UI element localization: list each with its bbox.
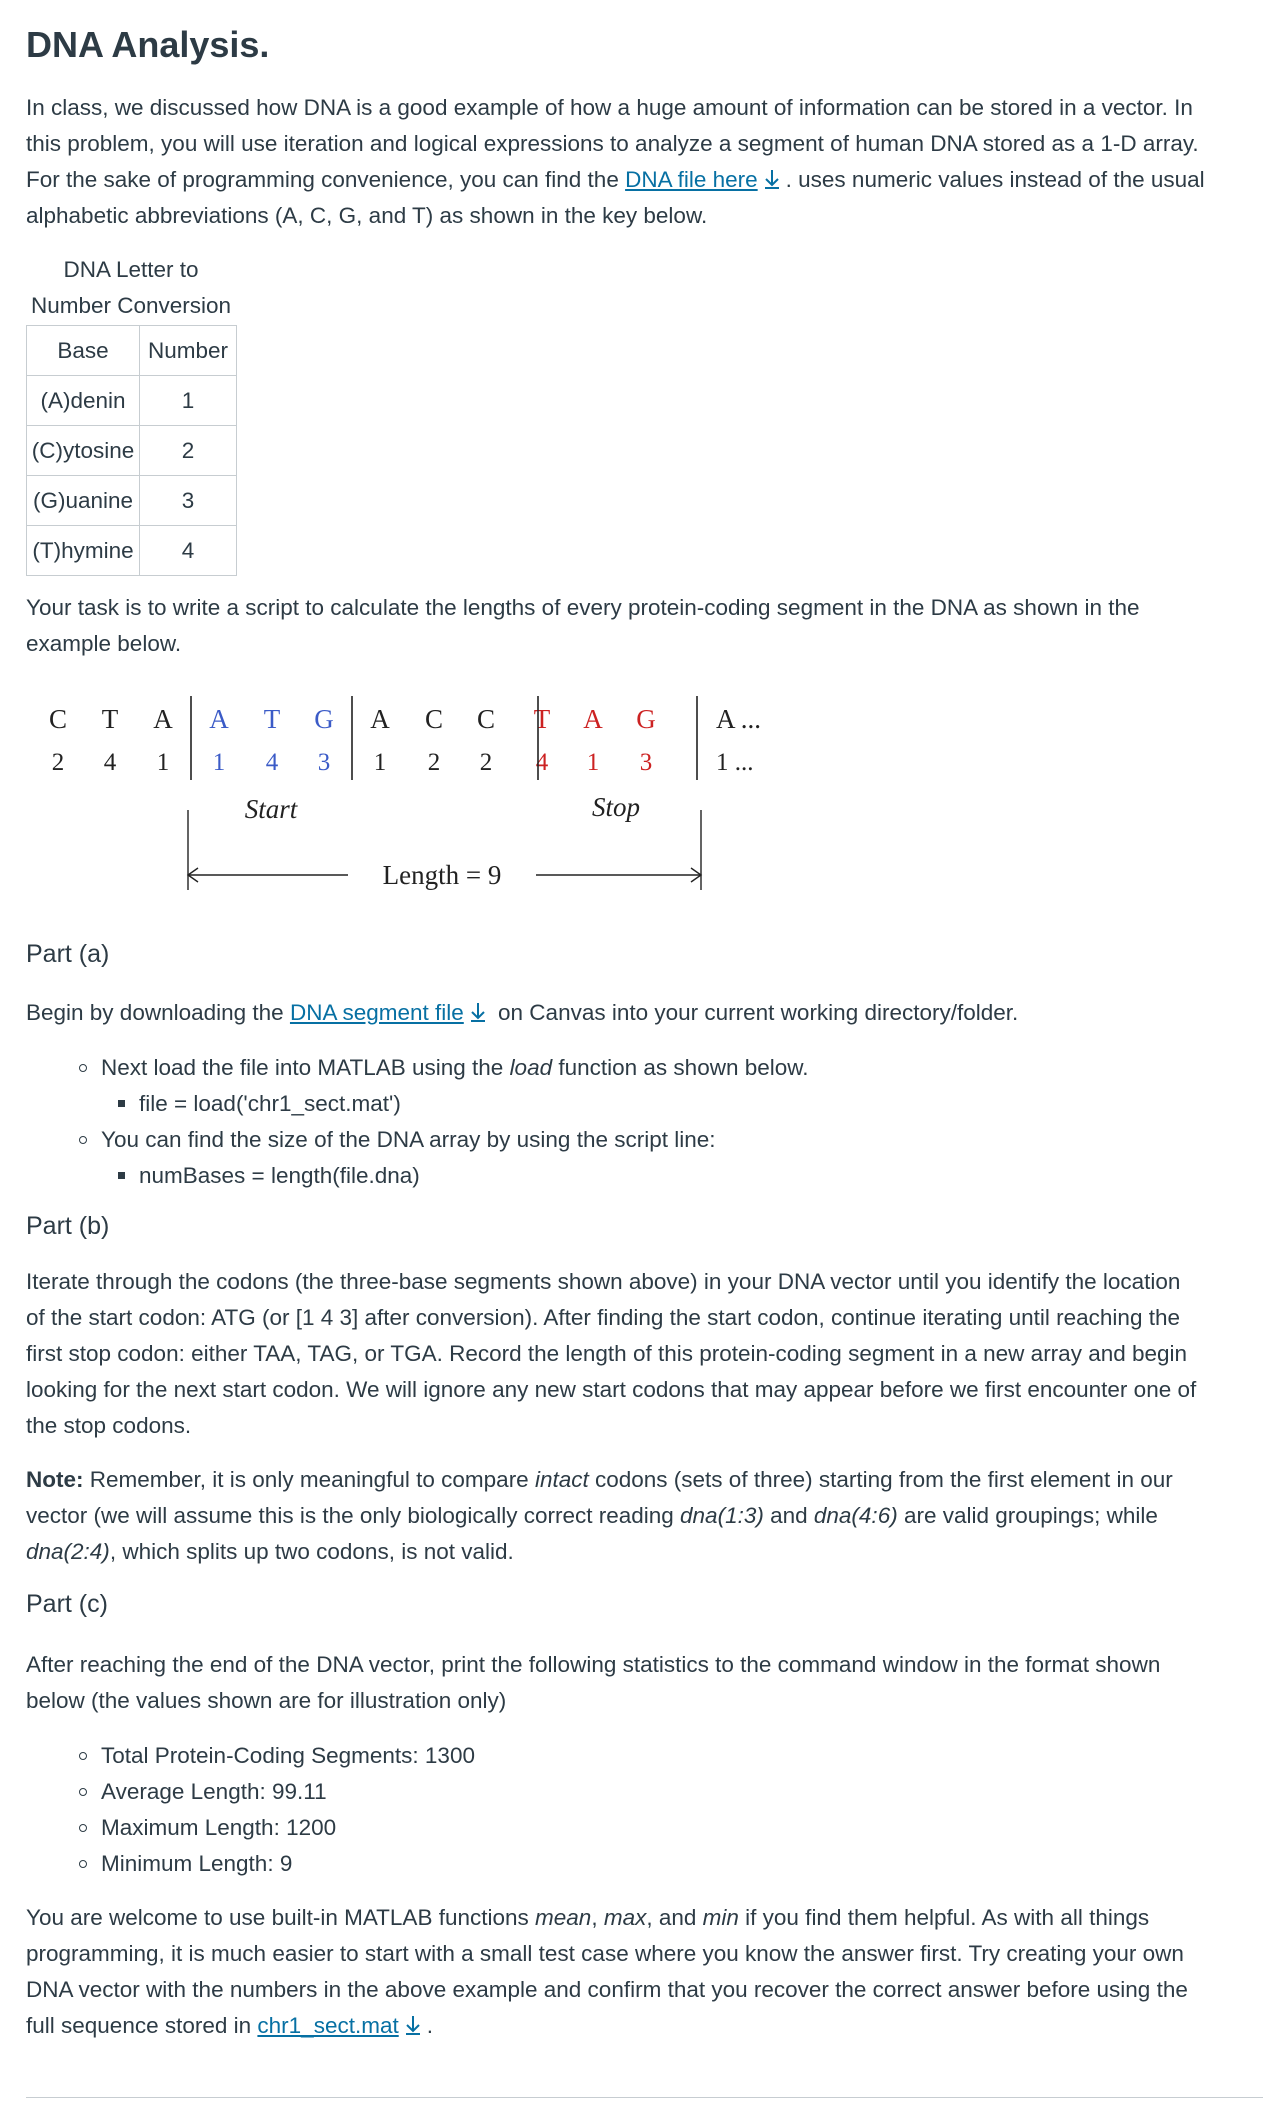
part-b-line-1: Iterate through the codons (the three-base segments shown above) in your DNA vector until you identify the location: [26, 1269, 1181, 1294]
item-text: function as shown below.: [552, 1055, 809, 1080]
closing-text: if you find them helpful. As with all things: [738, 1905, 1150, 1930]
diagram-number: 1: [586, 749, 600, 776]
closing-text: , and: [646, 1905, 703, 1930]
table-row: [27, 426, 237, 476]
cell-number: 3: [140, 476, 237, 526]
bottom-divider: [26, 2097, 1263, 2098]
closing-text: .: [426, 2013, 433, 2038]
part-a-sub-1: [118, 1086, 401, 1122]
start-label: Start: [244, 794, 298, 824]
download-icon[interactable]: [466, 1000, 490, 1024]
bullet-square: [118, 1172, 125, 1179]
part-c-line-1: After reaching the end of the DNA vector, print the following statistics to the command window in the format shown: [26, 1652, 1161, 1677]
note-emphasis: dna(1:3): [680, 1503, 764, 1528]
chr1-sect-link[interactable]: chr1_sect.mat: [257, 2013, 399, 2038]
stat-text: Maximum Length: 1200: [101, 1815, 337, 1840]
closing-emphasis: mean: [535, 1905, 592, 1930]
diagram-letter: T: [533, 704, 551, 734]
cell-number: 1: [140, 376, 237, 426]
download-icon[interactable]: [760, 167, 784, 191]
note-label: Note:: [26, 1467, 84, 1492]
part-a-intro-post: on Canvas into your current working directory/folder.: [491, 1000, 1019, 1025]
bullet-circle: [79, 1752, 87, 1760]
item-emphasis: load: [509, 1055, 553, 1080]
bullet-circle: [79, 1788, 87, 1796]
diagram-number: 4: [265, 749, 279, 776]
diagram-letter: T: [101, 704, 119, 734]
stat-item: [79, 1846, 292, 1882]
closing-text: ,: [591, 1905, 604, 1930]
table-row: [27, 476, 237, 526]
bullet-square: [118, 1100, 125, 1107]
part-b-line-2: of the start codon: ATG (or [1 4 3] after conversion). After finding the start codon, continue iterating until reaching the: [26, 1305, 1180, 1330]
table-row: [27, 376, 237, 426]
table-header-row: [27, 326, 237, 376]
diagram-letter: C: [424, 704, 444, 734]
part-b-line-5: the stop codons.: [26, 1413, 192, 1438]
part-a-item-1: [79, 1050, 809, 1086]
part-c-heading: Part (c): [26, 1590, 108, 1618]
diagram-letter: C: [48, 704, 68, 734]
part-c-line-2: below (the values shown are for illustration only): [26, 1688, 507, 1713]
closing-line-3: DNA vector with the numbers in the above example and confirm that you recover the correct answer before using the: [26, 1977, 1188, 2002]
closing-text: full sequence stored in: [26, 2013, 258, 2038]
bullet-circle: [79, 1860, 87, 1868]
note-emphasis: dna(4:6): [813, 1503, 898, 1528]
note-text: and: [763, 1503, 814, 1528]
cell-base: (G)uanine: [27, 476, 140, 526]
header-number: Number: [140, 326, 237, 376]
dna-segment-file-link[interactable]: DNA segment file: [289, 1000, 464, 1025]
diagram-number: 3: [639, 749, 653, 776]
closing-text: You are welcome to use built-in MATLAB functions: [26, 1905, 536, 1930]
part-b-heading: Part (b): [26, 1212, 110, 1240]
note-text: are valid groupings; while: [897, 1503, 1158, 1528]
cell-base: (A)denin: [27, 376, 140, 426]
codon-diagram: [26, 690, 786, 900]
part-a-heading: Part (a): [26, 940, 110, 968]
intro-line-3-post: . uses numeric values instead of the usual: [785, 167, 1205, 192]
diagram-number: 1: [156, 749, 170, 776]
note-text: , which splits up two codons, is not valid.: [109, 1539, 514, 1564]
part-b-line-3: first stop codon: either TAA, TAG, or TGA. Record the length of this protein-coding segment in a new array and begin: [26, 1341, 1188, 1366]
conversion-table: [26, 325, 237, 576]
note-text: codons (sets of three) starting from the first element in our: [588, 1467, 1173, 1492]
diagram-number: 2: [479, 749, 493, 776]
diagram-number: 4: [535, 749, 549, 776]
note-emphasis: dna(2:4): [26, 1539, 110, 1564]
task-line-1: Your task is to write a script to calculate the lengths of every protein-coding segment in the DNA as shown in the: [26, 595, 1140, 620]
stat-item: [79, 1774, 327, 1810]
note-line-3: [26, 1534, 514, 1570]
diagram-number: 4: [103, 749, 117, 776]
header-base: Base: [27, 326, 140, 376]
diagram-letter: A: [209, 704, 229, 734]
bullet-circle: [79, 1064, 87, 1072]
closing-emphasis: max: [603, 1905, 647, 1930]
length-label: Length = 9: [382, 860, 502, 890]
diagram-letter: C: [476, 704, 496, 734]
closing-line-1: [26, 1900, 1149, 1936]
diagram-letter: G: [314, 704, 334, 734]
note-text: vector (we will assume this is the only biologically correct reading: [26, 1503, 681, 1528]
task-line-2: example below.: [26, 631, 182, 656]
cell-base: (C)ytosine: [27, 426, 140, 476]
sub-item-text: numBases = length(file.dna): [139, 1163, 420, 1188]
diagram-number: 1: [373, 749, 387, 776]
stat-item: [79, 1810, 336, 1846]
table-row: [27, 526, 237, 576]
stat-text: Total Protein-Coding Segments: 1300: [101, 1743, 475, 1768]
table-caption-line-2: Number Conversion: [30, 293, 232, 318]
diagram-number: 2: [427, 749, 441, 776]
sub-item-text: file = load('chr1_sect.mat'): [139, 1091, 401, 1116]
download-icon[interactable]: [401, 2013, 425, 2037]
diagram-letter: A: [153, 704, 173, 734]
stat-item: [79, 1738, 475, 1774]
cell-number: 2: [140, 426, 237, 476]
note-line-2: [26, 1498, 1158, 1534]
item-text: Next load the file into MATLAB using the: [101, 1055, 510, 1080]
page-title: DNA Analysis.: [26, 24, 270, 65]
part-a-sub-2: [118, 1158, 420, 1194]
item-text: You can find the size of the DNA array by using the script line:: [101, 1127, 716, 1152]
closing-emphasis: min: [702, 1905, 739, 1930]
closing-line-2: programming, it is much easier to start with a small test case where you know the answer first. Try creating your own: [26, 1941, 1184, 1966]
diagram-number: 1: [212, 749, 226, 776]
intro-line-4: alphabetic abbreviations (A, C, G, and T) as shown in the key below.: [26, 203, 708, 228]
part-a-intro: [26, 995, 1018, 1031]
stat-text: Minimum Length: 9: [101, 1851, 293, 1876]
diagram-letter: G: [636, 704, 656, 734]
intro-line-1: In class, we discussed how DNA is a good example of how a huge amount of information can be stored in a vector. In: [26, 95, 1193, 120]
diagram-number: 1 ...: [716, 749, 754, 776]
diagram-number: 3: [317, 749, 331, 776]
note-text: Remember, it is only meaningful to compare: [83, 1467, 535, 1492]
assignment-page: [26, 0, 1263, 2103]
diagram-number: 2: [51, 749, 65, 776]
diagram-letter: A: [583, 704, 603, 734]
dna-file-link[interactable]: DNA file here: [625, 167, 758, 192]
note-line-1: [26, 1462, 1173, 1498]
part-b-line-4: looking for the next start codon. We will ignore any new start codons that may appear before we first encounter one of: [26, 1377, 1197, 1402]
diagram-letter: A: [370, 704, 390, 734]
diagram-numbers: [52, 749, 754, 776]
table-caption-line-1: DNA Letter to: [63, 257, 199, 282]
diagram-letter: T: [263, 704, 281, 734]
intro-line-3: [26, 162, 1205, 198]
stop-label: Stop: [591, 792, 641, 822]
part-a-item-2: [79, 1122, 716, 1158]
diagram-letters: [49, 704, 761, 734]
bullet-circle: [79, 1824, 87, 1832]
cell-base: (T)hymine: [27, 526, 140, 576]
bullet-circle: [79, 1136, 87, 1144]
cell-number: 4: [140, 526, 237, 576]
diagram-letter: A ...: [716, 704, 762, 734]
closing-line-4: [26, 2008, 433, 2044]
intro-line-3-pre: For the sake of programming convenience, you can find the: [26, 167, 626, 192]
stat-text: Average Length: 99.11: [101, 1779, 327, 1804]
part-a-intro-pre: Begin by downloading the: [26, 1000, 290, 1025]
note-emphasis: intact: [534, 1467, 589, 1492]
intro-line-2: this problem, you will use iteration and logical expressions to analyze a segment of human DNA stored as a 1-D array.: [26, 131, 1199, 156]
